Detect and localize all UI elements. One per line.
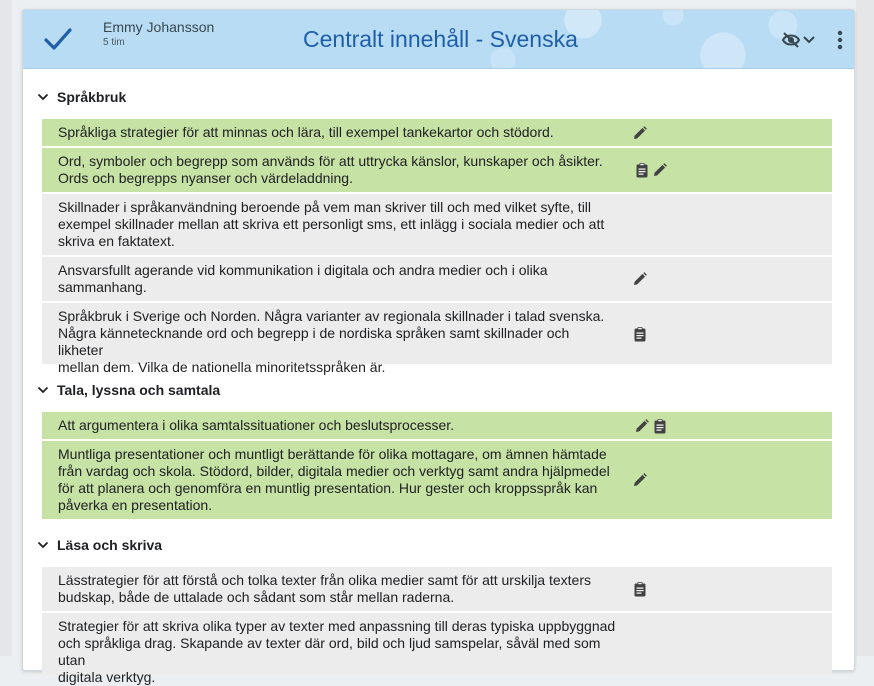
item-actions xyxy=(632,326,648,342)
list-item[interactable] xyxy=(42,567,832,611)
section-title: Tala, lyssna och samtala xyxy=(57,382,221,398)
item-text xyxy=(58,262,618,296)
list-item[interactable] xyxy=(42,303,832,375)
section-title: Språkbruk xyxy=(57,89,127,105)
visibility-off-icon xyxy=(783,33,799,47)
item-text-line: och språkliga drag. Skapande av texter där ord, bild och ljud samspelar, såväl med som utan xyxy=(58,635,601,668)
item-text-line: Muntliga presentationer och muntligt berättande för olika mottagare, om ämnen hämtade xyxy=(58,446,607,462)
author-name[interactable]: Emmy Johansson xyxy=(103,19,215,35)
card-header xyxy=(23,10,854,69)
pencil-icon[interactable] xyxy=(652,162,668,178)
pencil-icon[interactable] xyxy=(632,472,648,488)
section-title: Läsa och skriva xyxy=(57,537,163,553)
item-text-line: Ansvarsfullt agerande vid kommunikation i digitala och andra medier och i olika xyxy=(58,262,548,278)
list-item[interactable] xyxy=(42,441,832,519)
list-item[interactable] xyxy=(42,119,832,146)
item-actions xyxy=(634,162,668,178)
item-text-line: Ord, symboler och begrepp som används för att uttrycka känslor, kunskaper och åsikter. xyxy=(58,153,603,169)
chevron-down-icon[interactable] xyxy=(37,540,49,550)
item-actions xyxy=(632,472,648,488)
item-text xyxy=(58,308,618,376)
pencil-icon[interactable] xyxy=(632,125,648,141)
list-item[interactable] xyxy=(42,257,832,301)
item-text xyxy=(58,618,618,686)
section-header[interactable] xyxy=(37,378,220,402)
list-item[interactable] xyxy=(42,148,832,192)
item-text-line: sammanhang. xyxy=(58,279,147,295)
chevron-down-icon[interactable] xyxy=(37,92,49,102)
page-title: Centralt innehåll - Svenska xyxy=(303,26,578,52)
item-text xyxy=(58,417,618,434)
item-text-line: Strategier för att skriva olika typer av texter med anpassning till deras typiska uppbyggnad xyxy=(58,618,616,634)
item-text xyxy=(58,572,618,606)
pencil-icon[interactable] xyxy=(632,271,648,287)
check-icon[interactable] xyxy=(43,25,73,53)
item-text xyxy=(58,446,618,514)
item-actions xyxy=(634,418,668,434)
chevron-down-icon xyxy=(804,37,814,42)
pencil-icon[interactable] xyxy=(634,418,650,434)
list-item[interactable] xyxy=(42,613,832,685)
item-text-line: Ords och begrepps nyanser och värdeladdning. xyxy=(58,170,353,186)
item-text-line: för att planera och genomföra en muntlig presentation. Hur gester och kroppsspråk kan xyxy=(58,480,598,496)
item-text-line: Lässtrategier för att förstå och tolka texter från olika medier samt för att urskilja texters xyxy=(58,572,591,588)
background-panel-right xyxy=(856,0,874,656)
item-actions xyxy=(632,581,648,597)
clipboard-icon[interactable] xyxy=(632,581,648,597)
item-text-line: Språkliga strategier för att minnas och lära, till exempel tankekartor och stödord. xyxy=(58,124,554,140)
item-actions xyxy=(632,271,648,287)
item-text xyxy=(58,199,618,250)
item-text-line: budskap, både de uttalade och sådant som står mellan raderna. xyxy=(58,589,455,605)
clipboard-icon[interactable] xyxy=(634,162,650,178)
section-header[interactable] xyxy=(37,533,162,557)
post-card xyxy=(22,9,855,685)
list-item[interactable] xyxy=(42,412,832,439)
background-panel-left xyxy=(0,0,12,656)
item-text-line: Språkbruk i Sverige och Norden. Några varianter av regionala skillnader i talad svenska. xyxy=(58,308,605,324)
section-header[interactable] xyxy=(37,85,126,109)
timestamp: 5 tim xyxy=(103,37,125,48)
visibility-dropdown[interactable] xyxy=(781,30,819,50)
item-text-line: Att argumentera i olika samtalssituationer och beslutsprocesser. xyxy=(58,417,455,433)
item-text-line: påverka en presentation. xyxy=(58,497,213,513)
item-text-line: Skillnader i språkanvändning beroende på vem man skriver till och med vilket syfte, till xyxy=(58,199,592,215)
item-text-line: från vardag och skola. Stödord, bilder, digitala medier och verktyg samt andra hjälpmedel xyxy=(58,463,610,479)
item-text-line: exempel skillnader mellan att skriva ett personligt sms, ett inlägg i sociala medier och att xyxy=(58,216,605,232)
item-actions xyxy=(632,125,648,141)
more-vert-icon[interactable] xyxy=(833,29,847,51)
item-text-line: mellan dem. Vilka de nationella minoritetsspråken är. xyxy=(58,359,386,375)
item-text xyxy=(58,153,618,187)
item-text-line: Några kännetecknande ord och begrepp i de nordiska språken samt skillnader och likheter xyxy=(58,325,570,358)
clipboard-icon[interactable] xyxy=(652,418,668,434)
item-text-line: skriva en faktatext. xyxy=(58,233,175,249)
chevron-down-icon[interactable] xyxy=(37,385,49,395)
clipboard-icon[interactable] xyxy=(632,326,648,342)
list-item[interactable] xyxy=(42,194,832,255)
item-text-line: digitala verktyg. xyxy=(58,669,156,685)
item-text xyxy=(58,124,618,141)
